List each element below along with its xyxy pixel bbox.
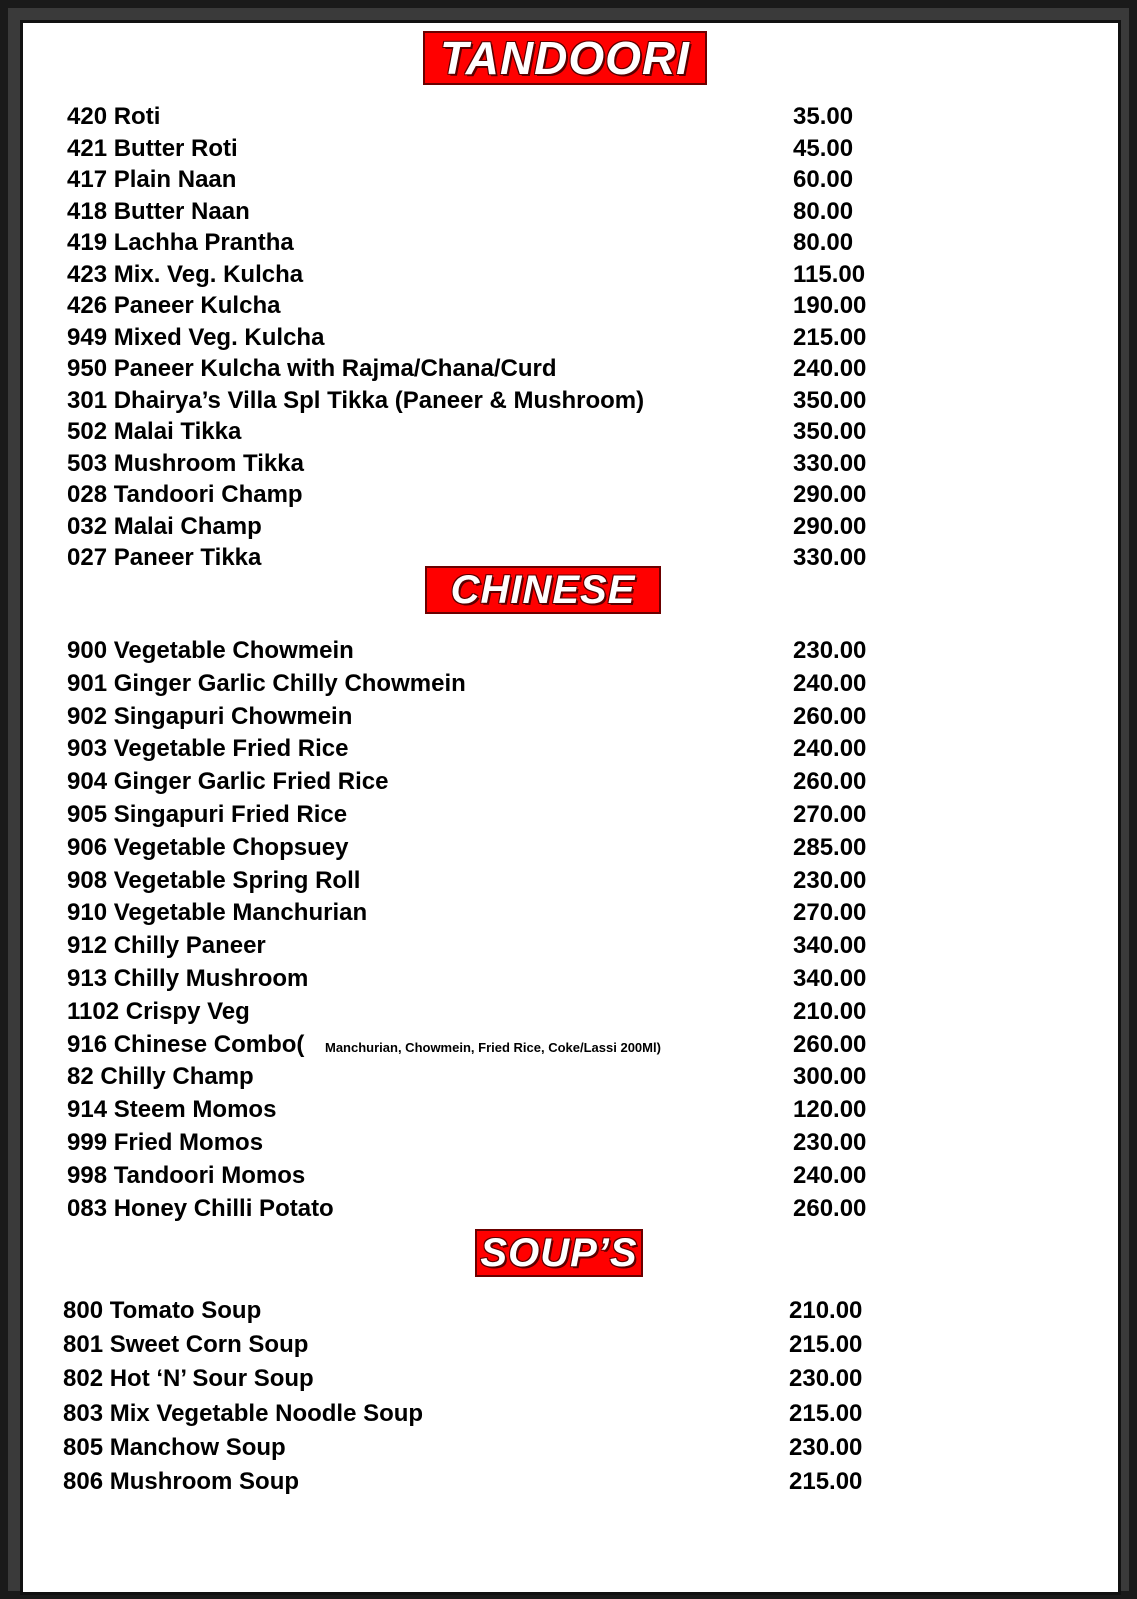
menu-item-price: 45.00 bbox=[793, 134, 854, 162]
menu-item-price: 240.00 bbox=[793, 669, 867, 697]
menu-item-price: 230.00 bbox=[793, 637, 867, 664]
menu-item-row bbox=[67, 292, 913, 322]
menu-item-row bbox=[67, 1063, 913, 1093]
menu-item-row bbox=[67, 1195, 913, 1225]
menu-item-name: 904 Ginger Garlic Fried Rice bbox=[67, 768, 389, 796]
menu-item-name: 032 Malai Champ bbox=[67, 512, 262, 540]
menu-item-name: 805 Manchow Soup bbox=[63, 1433, 286, 1461]
menu-item-name: 913 Chilly Mushroom bbox=[67, 965, 309, 992]
menu-item-price: 350.00 bbox=[793, 418, 867, 445]
menu-item-price: 80.00 bbox=[793, 197, 854, 225]
menu-item-name: 908 Vegetable Spring Roll bbox=[67, 866, 361, 894]
menu-item-price: 210.00 bbox=[789, 1297, 863, 1324]
menu-item-row bbox=[63, 1365, 909, 1395]
menu-item-row bbox=[67, 198, 913, 228]
menu-item-price: 35.00 bbox=[793, 103, 854, 130]
menu-item-row bbox=[67, 998, 913, 1028]
menu-item-price: 290.00 bbox=[793, 512, 867, 540]
menu-item-row bbox=[67, 670, 913, 700]
menu-item-name: 503 Mushroom Tikka bbox=[67, 449, 304, 477]
menu-item-price: 330.00 bbox=[793, 449, 867, 477]
menu-item-price: 350.00 bbox=[793, 386, 867, 414]
menu-item-name: 419 Lachha Prantha bbox=[67, 229, 294, 256]
menu-item-name: 912 Chilly Paneer bbox=[67, 932, 266, 960]
menu-item-price: 290.00 bbox=[793, 481, 867, 508]
menu-item-row bbox=[67, 1129, 913, 1159]
menu-item-price: 340.00 bbox=[793, 965, 867, 992]
menu-item-price: 120.00 bbox=[793, 1096, 867, 1124]
menu-item-row bbox=[67, 867, 913, 897]
section-title-2: SOUP’S bbox=[475, 1229, 643, 1277]
menu-item-name: 800 Tomato Soup bbox=[63, 1297, 262, 1324]
menu-frame bbox=[8, 8, 1129, 1591]
section-title-1: CHINESE bbox=[425, 566, 661, 614]
menu-page bbox=[20, 20, 1121, 1595]
menu-item-name: 420 Roti bbox=[67, 103, 161, 130]
menu-item-row bbox=[67, 103, 913, 133]
menu-item-row bbox=[67, 834, 913, 864]
menu-item-price: 115.00 bbox=[793, 260, 866, 288]
menu-item-name: 902 Singapuri Chowmein bbox=[67, 702, 353, 730]
menu-item-price: 230.00 bbox=[789, 1365, 863, 1393]
menu-item-row bbox=[67, 965, 913, 995]
menu-item-price: 260.00 bbox=[793, 768, 867, 796]
menu-item-price: 230.00 bbox=[793, 866, 867, 894]
menu-item-price: 300.00 bbox=[793, 1063, 867, 1091]
menu-item-row bbox=[67, 637, 913, 667]
menu-item-row bbox=[67, 387, 913, 417]
menu-item-price: 190.00 bbox=[793, 292, 867, 319]
menu-item-price: 230.00 bbox=[789, 1433, 863, 1461]
menu-item-price: 215.00 bbox=[789, 1468, 863, 1495]
menu-item-name: 806 Mushroom Soup bbox=[63, 1468, 300, 1495]
menu-item-price: 270.00 bbox=[793, 899, 867, 927]
menu-item-name: 905 Singapuri Fried Rice bbox=[67, 801, 348, 828]
menu-item-row bbox=[67, 932, 913, 962]
menu-item-price: 230.00 bbox=[793, 1129, 867, 1156]
menu-item-row bbox=[63, 1400, 909, 1430]
menu-item-row bbox=[63, 1297, 909, 1327]
menu-item-row bbox=[67, 166, 913, 196]
menu-item-row bbox=[63, 1434, 909, 1464]
menu-item-row bbox=[67, 513, 913, 543]
menu-item-row bbox=[67, 481, 913, 511]
menu-item-row bbox=[67, 418, 913, 448]
menu-item-price: 80.00 bbox=[793, 229, 854, 256]
menu-item-name: 82 Chilly Champ bbox=[67, 1063, 254, 1091]
menu-item-price: 240.00 bbox=[793, 1161, 867, 1189]
menu-item-name: 1102 Crispy Veg bbox=[67, 997, 250, 1025]
menu-item-name: 802 Hot ‘N’ Sour Soup bbox=[63, 1365, 314, 1393]
menu-item-name: 900 Vegetable Chowmein bbox=[67, 637, 354, 664]
menu-item-name: 301 Dhairya’s Villa Spl Tikka (Paneer & Mushroom) bbox=[67, 386, 645, 414]
menu-item-name: 903 Vegetable Fried Rice bbox=[67, 735, 349, 763]
menu-item-row bbox=[67, 735, 913, 765]
menu-item-name: 906 Vegetable Chopsuey bbox=[67, 833, 349, 861]
menu-item-name: 999 Fried Momos bbox=[67, 1129, 264, 1156]
menu-item-row bbox=[63, 1468, 909, 1498]
menu-item-price: 260.00 bbox=[793, 1030, 867, 1058]
menu-item-name: 423 Mix. Veg. Kulcha bbox=[67, 260, 304, 288]
menu-item-name: 028 Tandoori Champ bbox=[67, 481, 303, 508]
menu-item-price: 240.00 bbox=[793, 735, 867, 763]
menu-item-row bbox=[67, 1162, 913, 1192]
menu-item-row bbox=[63, 1331, 909, 1361]
menu-item-row bbox=[67, 135, 913, 165]
menu-item-name: 502 Malai Tikka bbox=[67, 418, 242, 445]
menu-item-name: 901 Ginger Garlic Chilly Chowmein bbox=[67, 669, 466, 697]
section-title-0: TANDOORI bbox=[423, 31, 707, 85]
menu-item-name: 998 Tandoori Momos bbox=[67, 1161, 306, 1189]
menu-item-price: 330.00 bbox=[793, 544, 867, 571]
menu-item-price: 260.00 bbox=[793, 1194, 867, 1222]
menu-item-name: 417 Plain Naan bbox=[67, 166, 237, 193]
menu-item-row bbox=[67, 899, 913, 929]
menu-item-row bbox=[67, 324, 913, 354]
menu-item-name: 801 Sweet Corn Soup bbox=[63, 1331, 309, 1359]
menu-item-price: 285.00 bbox=[793, 833, 867, 861]
menu-item-name: 950 Paneer Kulcha with Rajma/Chana/Curd bbox=[67, 355, 557, 382]
menu-item-price: 260.00 bbox=[793, 702, 867, 730]
menu-item-price: 240.00 bbox=[793, 355, 867, 382]
menu-item-name: 426 Paneer Kulcha bbox=[67, 292, 281, 319]
menu-item-row bbox=[67, 801, 913, 831]
menu-item-name: 027 Paneer Tikka bbox=[67, 544, 262, 571]
menu-item-note: Manchurian, Chowmein, Fried Rice, Coke/Lassi 200Ml) bbox=[325, 1039, 661, 1055]
menu-item-row bbox=[67, 229, 913, 259]
menu-item-name: 418 Butter Naan bbox=[67, 197, 250, 225]
menu-item-price: 215.00 bbox=[789, 1399, 863, 1427]
menu-item-name: 910 Vegetable Manchurian bbox=[67, 899, 368, 927]
menu-item-row bbox=[67, 450, 913, 480]
menu-item-name: 421 Butter Roti bbox=[67, 134, 238, 162]
menu-item-name: 083 Honey Chilli Potato bbox=[67, 1194, 334, 1222]
menu-item-name: 949 Mixed Veg. Kulcha bbox=[67, 323, 325, 351]
menu-item-row bbox=[67, 703, 913, 733]
menu-item-row bbox=[67, 355, 913, 385]
menu-item-price: 215.00 bbox=[793, 323, 867, 351]
menu-item-row bbox=[67, 768, 913, 798]
menu-item-row bbox=[67, 1031, 913, 1061]
menu-item-price: 210.00 bbox=[793, 997, 867, 1025]
menu-item-row bbox=[67, 261, 913, 291]
menu-item-price: 60.00 bbox=[793, 166, 854, 193]
menu-item-name: 914 Steem Momos bbox=[67, 1096, 277, 1124]
menu-item-name: 916 Chinese Combo( bbox=[67, 1030, 305, 1058]
menu-item-name: 803 Mix Vegetable Noodle Soup bbox=[63, 1399, 424, 1427]
menu-item-row bbox=[67, 1096, 913, 1126]
menu-item-price: 270.00 bbox=[793, 801, 867, 828]
menu-item-price: 215.00 bbox=[789, 1331, 863, 1359]
menu-item-price: 340.00 bbox=[793, 932, 867, 960]
